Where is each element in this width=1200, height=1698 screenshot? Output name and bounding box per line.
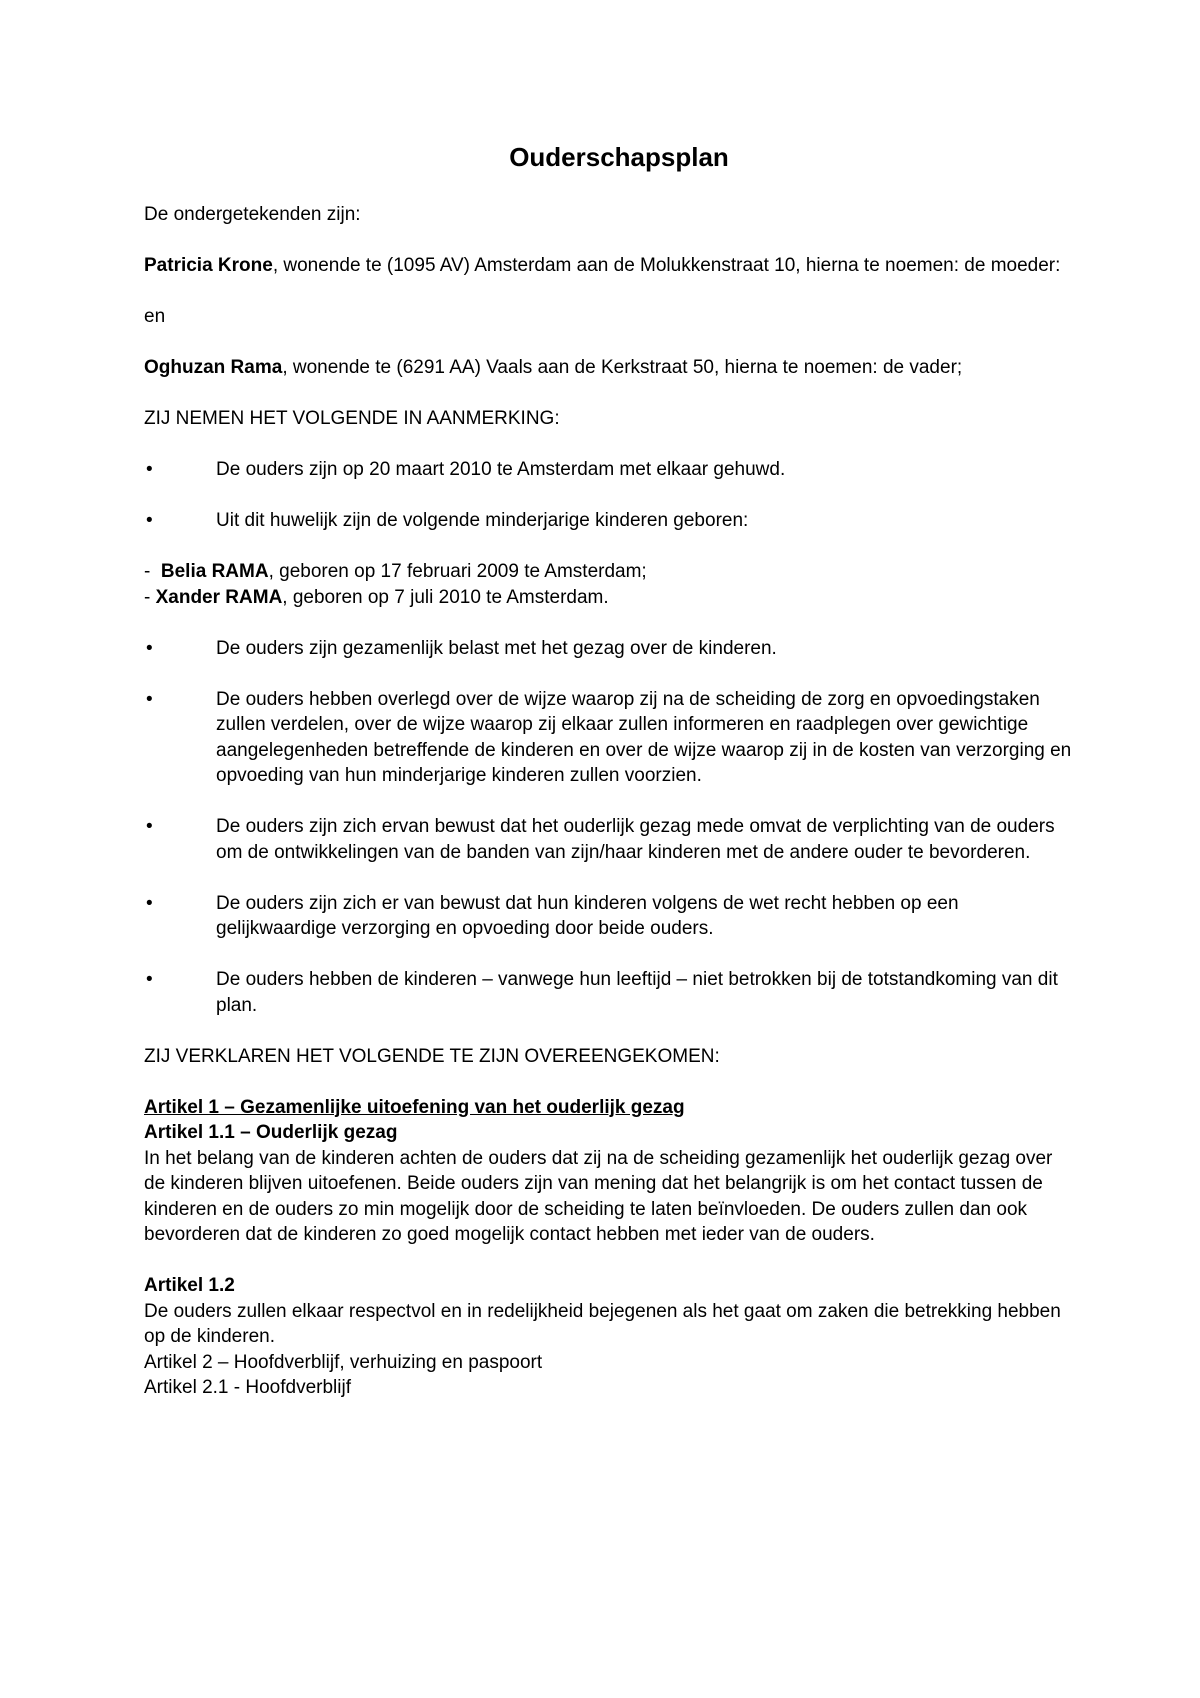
child-prefix: - — [144, 561, 161, 582]
document-body — [144, 140, 1074, 1401]
party-father-details: , wonende te (6291 AA) Vaals aan de Kerkstraat 50, hierna te noemen: de vader; — [282, 357, 963, 378]
consideration-item — [144, 891, 1074, 942]
bullet-icon: • — [146, 459, 153, 480]
party-father-name: Oghuzan Rama — [144, 357, 283, 378]
consideration-item — [144, 687, 1074, 789]
consideration-text: De ouders zijn zich er van bewust dat hun kinderen volgens de wet recht hebben op een gelijkwaardige verzorging en opvoeding door beide ouders. — [216, 892, 959, 939]
bullet-icon: • — [146, 637, 153, 659]
article-1-1-heading: Artikel 1.1 – Ouderlijk gezag — [144, 1122, 398, 1143]
party-mother-details: , wonende te (1095 AV) Amsterdam aan de Molukkenstraat 10, hierna te noemen: de moeder: — [272, 255, 1061, 276]
bullet-icon: • — [146, 816, 153, 837]
child-details: , geboren op 17 februari 2009 te Amsterdam; — [268, 561, 647, 582]
consideration-text: De ouders hebben overlegd over de wijze waarop zij na de scheiding de zorg en opvoedingstaken zullen verdelen, over de wijze waarop zij elkaar zullen informeren en raadplegen over gewichtige aangelegenheden betreffende de kinderen en over de wijze waarop zij in de kosten van verzorging en opvoeding van hun minderjarige kinderen zullen voorzien. — [216, 688, 1072, 786]
consideration-text: De ouders zijn gezamenlijk belast met het gezag over de kinderen. — [216, 637, 777, 659]
intro-text: De ondergetekenden zijn: — [144, 204, 361, 225]
article-2-1-heading: Artikel 2.1 - Hoofdverblijf — [144, 1377, 351, 1398]
bullet-icon: • — [146, 688, 153, 710]
consideration-item — [144, 636, 1074, 662]
article-1-1-text: In het belang van de kinderen achten de ouders dat zij na de scheiding gezamenlijk het ouderlijk gezag over de kinderen blijven uitoefenen. Beide ouders zijn van mening dat het belangrijk is om het contact tussen de kinderen en de ouders zo min mogelijk door de scheiding te laten beïnvloeden. De ouders zullen dan ook bevorderen dat de kinderen zo goed mogelijk contact hebben met ieder van de ouders. — [144, 1147, 1053, 1245]
article-2-heading: Artikel 2 – Hoofdverblijf, verhuizing en paspoort — [144, 1351, 543, 1373]
child-item — [144, 585, 1074, 611]
consideration-item — [144, 814, 1074, 865]
article-1-2-text: De ouders zullen elkaar respectvol en in redelijkheid bejegenen als het gaat om zaken die betrekking hebben op de kinderen. — [144, 1300, 1061, 1347]
consideration-text: De ouders zijn op 20 maart 2010 te Amsterdam met elkaar gehuwd. — [216, 459, 786, 480]
article-1-2-heading: Artikel 1.2 — [144, 1275, 235, 1296]
bullet-icon: • — [146, 969, 153, 990]
party-father — [144, 355, 1074, 381]
consideration-text: De ouders hebben de kinderen – vanwege hun leeftijd – niet betrokken bij de totstandkoming van dit plan. — [216, 969, 1058, 1016]
child-prefix: - — [144, 586, 156, 608]
child-item — [144, 559, 1074, 585]
child-name: Xander RAMA — [155, 586, 283, 608]
article-1-heading: Artikel 1 – Gezamenlijke uitoefening van het ouderlijk gezag — [144, 1096, 685, 1118]
party-mother-name: Patricia Krone — [144, 255, 273, 276]
document-title: Ouderschapsplan — [509, 142, 729, 172]
child-details: , geboren op 7 juli 2010 te Amsterdam. — [282, 586, 609, 608]
bullet-icon: • — [146, 510, 153, 531]
child-name: Belia RAMA — [160, 561, 269, 582]
connector-text: en — [144, 306, 166, 327]
consideration-text: De ouders zijn zich ervan bewust dat het ouderlijk gezag mede omvat de verplichting van de ouders om de ontwikkelingen van de banden van zijn/haar kinderen met de andere ouder te bevorderen. — [216, 816, 1055, 863]
consideration-text: Uit dit huwelijk zijn de volgende minderjarige kinderen geboren: — [216, 510, 749, 531]
consideration-item — [144, 508, 1074, 534]
bullet-icon: • — [146, 892, 153, 914]
considerations-heading: ZIJ NEMEN HET VOLGENDE IN AANMERKING: — [144, 408, 560, 429]
party-mother — [144, 253, 1074, 279]
consideration-item — [144, 457, 1074, 483]
agreement-heading: ZIJ VERKLAREN HET VOLGENDE TE ZIJN OVEREENGEKOMEN: — [144, 1045, 720, 1067]
consideration-item — [144, 967, 1074, 1018]
